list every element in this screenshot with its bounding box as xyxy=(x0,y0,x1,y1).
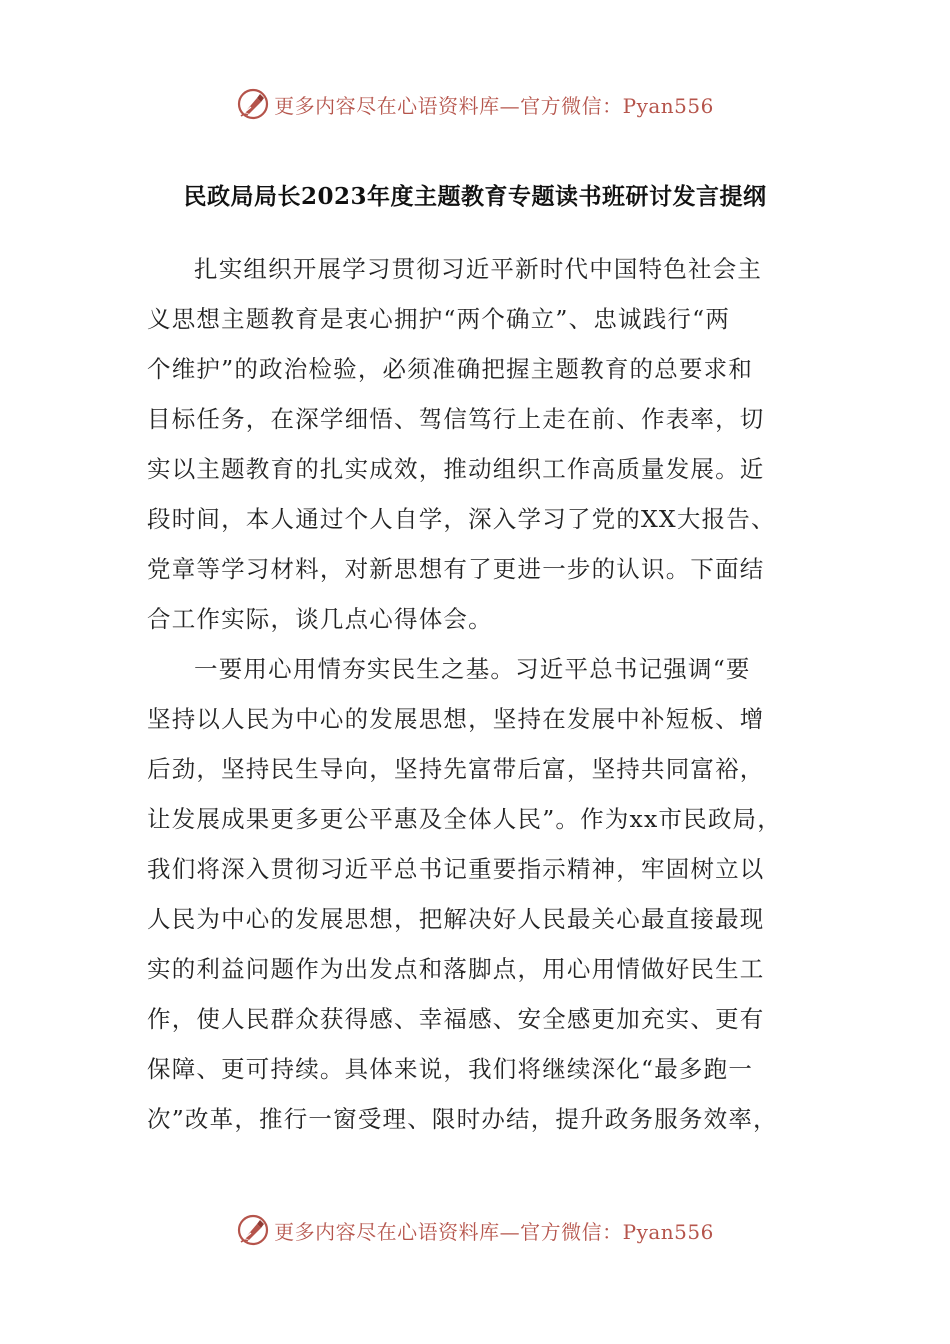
pen-nib-icon xyxy=(236,1213,270,1247)
paragraph-line: 党章等学习材料，对新思想有了更进一步的认识。下面结 xyxy=(147,555,765,583)
paragraph-line: 目标任务，在深学细悟、驾信笃行上走在前、作表率，切 xyxy=(147,405,765,433)
paragraph-line: 实以主题教育的扎实成效，推动组织工作高质量发展。近 xyxy=(147,455,765,483)
footer-banner-text: 更多内容尽在心语资料库—官方微信：Pyan556 xyxy=(274,1219,714,1244)
paragraph-line: 次”改革，推行一窗受理、限时办结，提升政务服务效率， xyxy=(147,1105,778,1133)
paragraph-line: 一要用心用情夯实民生之基。习近平总书记强调“要 xyxy=(194,655,751,683)
paragraph-line: 段时间，本人通过个人自学，深入学习了党的XX大报告、 xyxy=(147,505,776,533)
footer-banner xyxy=(0,1208,950,1252)
header-banner-text: 更多内容尽在心语资料库—官方微信：Pyan556 xyxy=(274,93,714,118)
paragraph-line: 实的利益问题作为出发点和落脚点，用心用情做好民生工 xyxy=(147,955,765,983)
pen-nib-icon xyxy=(236,87,270,121)
paragraph-line: 扎实组织开展学习贯彻习近平新时代中国特色社会主 xyxy=(194,255,763,283)
paragraph-line: 人民为中心的发展思想，把解决好人民最关心最直接最现 xyxy=(147,905,765,933)
paragraph-line: 义思想主题教育是衷心拥护“两个确立”、忠诚践行“两 xyxy=(147,305,731,333)
paragraph-line: 保障、更可持续。具体来说，我们将继续深化“最多跑一 xyxy=(147,1055,754,1083)
document-body xyxy=(147,244,807,1144)
paragraph-line: 合工作实际，谈几点心得体会。 xyxy=(147,605,493,633)
header-banner xyxy=(0,82,950,126)
paragraph-line: 个维护”的政治检验，必须准确把握主题教育的总要求和 xyxy=(147,355,754,383)
document-title: 民政局局长2023年度主题教育专题读书班研讨发言提纲 xyxy=(183,183,767,210)
paragraph-line: 我们将深入贯彻习近平总书记重要指示精神，牢固树立以 xyxy=(147,855,765,883)
paragraph-line: 作，使人民群众获得感、幸福感、安全感更加充实、更有 xyxy=(147,1005,765,1033)
paragraph-line: 坚持以人民为中心的发展思想，坚持在发展中补短板、增 xyxy=(147,705,765,733)
paragraph-line: 后劲，坚持民生导向，坚持先富带后富，坚持共同富裕， xyxy=(147,755,765,783)
paragraph-line: 让发展成果更多更公平惠及全体人民”。作为xx市民政局， xyxy=(147,805,782,833)
paragraph-intro xyxy=(147,244,807,644)
paragraph-point-one xyxy=(147,644,807,1144)
